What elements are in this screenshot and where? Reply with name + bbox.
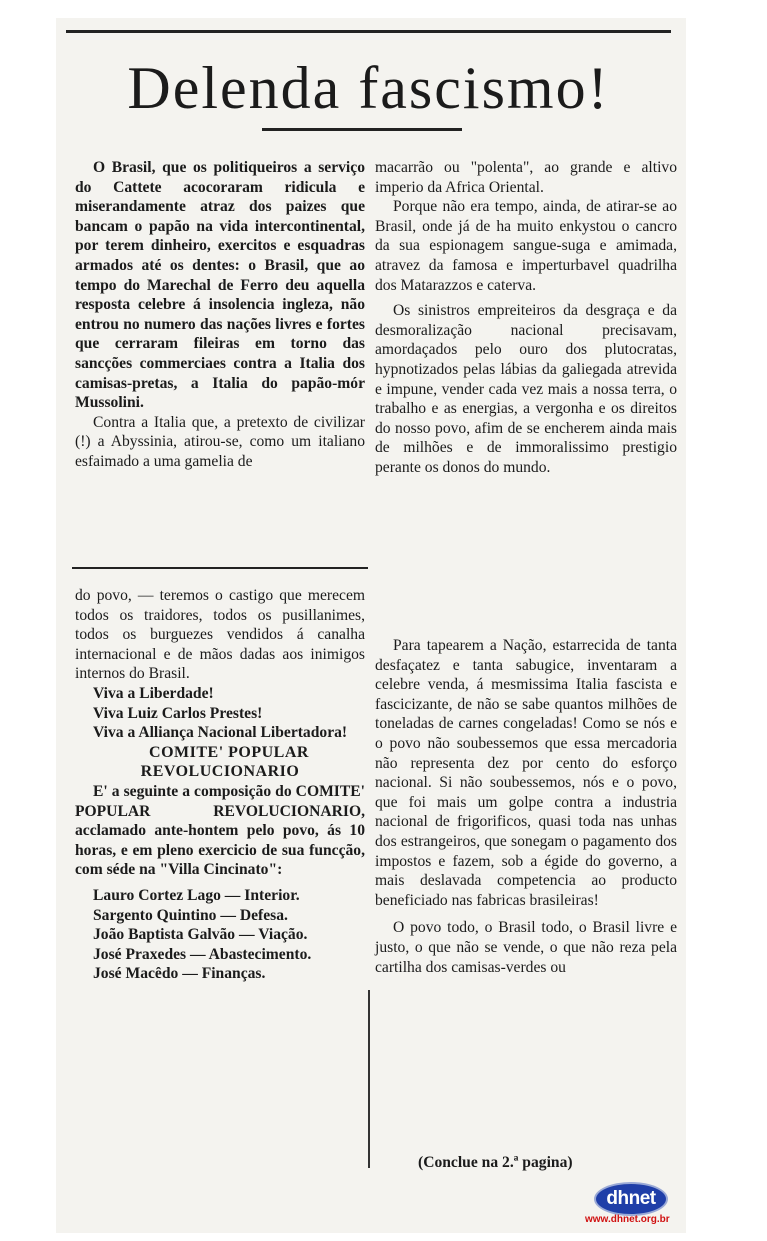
column-right-bottom bbox=[375, 636, 677, 977]
vertical-rule bbox=[368, 990, 370, 1168]
column-right-top bbox=[375, 158, 677, 478]
cheer-line: Viva a Alliança Nacional Libertadora! bbox=[93, 724, 348, 742]
dhnet-logo[interactable]: dhnet bbox=[594, 1182, 668, 1216]
member-line: Lauro Cortez Lago — Interior. bbox=[93, 886, 300, 904]
member-line: José Macêdo — Finanças. bbox=[93, 965, 266, 983]
paragraph: macarrão ou "polenta", ao grande e altivo imperio da Africa Oriental. bbox=[375, 159, 677, 196]
column-left-bottom bbox=[75, 586, 365, 984]
headline: Delenda fascismo! bbox=[127, 55, 610, 121]
cheer-line: Viva Luiz Carlos Prestes! bbox=[93, 704, 263, 722]
paragraph: Porque não era tempo, ainda, de atirar-se ao Brasil, onde já de ha muito enkystou o cancro da sua espionagem sangue-suga e amimada, atravez da famosa e imperturbavel quadrilha dos Matarazzos e caterva. bbox=[375, 198, 677, 294]
paragraph: Os sinistros empreiteiros da desgraça e da desmoralização nacional precisavam, amordaçados pelo ouro dos plutocratas, hypnotizados pelas lábias da galiegada atrevida e impune, vender cada vez mais a nossa terra, o trabalho e as energias, a vergonha e os direitos do nosso povo, afim de se encherem ainda mais de milhões e de immoralissimo prestigio perante os donos do mundo. bbox=[375, 302, 677, 476]
paragraph: Para tapearem a Nação, estarrecida de tanta desfaçatez e tanta sabugice, inventaram a celebre venda, á mesmissima Italia fascista e fascicizante, de não se sabe quantos milhões de toneladas de carnes congeladas! Como se nós e o povo não soubessemos que essa mercadoria não representa dez por cento do esforço nacional. Si não soubessemos, nós e o povo, que foi mais um golpe contra a industria nacional de frigorificos, quasi toda nas unhas dos estrangeiros, que sonegam o pagamento dos impostos e fazem, sob a égide do governo, a mais deslavada competencia ao producto beneficiado nas fabricas brasileiras! bbox=[375, 637, 677, 909]
announcement-paragraph: E' a seguinte a composição do COMITE' POPULAR REVOLUCIONARIO, acclamado ante-hontem pelo povo, ás 10 horas, e em pleno exercicio de sua funcção, com séde na "Villa Cincinato": bbox=[75, 782, 365, 879]
paragraph: O Brasil, que os politiqueiros a serviço do Cattete acocoraram ridicula e miserandamente atraz dos paizes que bancam o papão na vida intercontinental, por terem dinheiro, exercitos e esquadras armados até os dentes: o Brasil, que ao tempo do Marechal de Ferro deu aquella resposta celebre á insolencia ingleza, não entrou no numero das nações livres e fortes que cerraram fileiras em torno das sancções commerciaes contra a Italia dos camisas-pretas, a Italia do papão-mór Mussolini. bbox=[75, 159, 365, 412]
headline-rule bbox=[262, 128, 462, 131]
member-line: Sargento Quintino — Defesa. bbox=[93, 906, 288, 924]
cheer-line: Viva a Liberdade! bbox=[93, 684, 214, 702]
member-line: José Praxedes — Abastecimento. bbox=[93, 945, 312, 963]
column-divider bbox=[72, 567, 368, 569]
top-rule bbox=[66, 30, 671, 33]
paragraph: Contra a Italia que, a pretexto de civilizar (!) a Abyssinia, atirou-se, como um italiano esfaimado a uma gamelia de bbox=[75, 413, 365, 470]
member-line: João Baptista Galvão — Viação. bbox=[93, 926, 308, 944]
section-title: COMITE' POPULAR REVOLUCIONARIO bbox=[140, 743, 309, 781]
paragraph: do povo, — teremos o castigo que merecem todos os traidores, todos os pusillanimes, todos os burguezes vendidos á canalha internacional e de mãos dadas aos inimigos internos do Brasil. bbox=[75, 587, 365, 683]
logo-url[interactable]: www.dhnet.org.br bbox=[585, 1214, 670, 1225]
paragraph: O povo todo, o Brasil todo, o Brasil livre e justo, o que não se vende, o que não reza pela cartilha dos camisas-verdes ou bbox=[375, 919, 677, 976]
column-left-top bbox=[75, 158, 365, 472]
continuation-note: (Conclue na 2.ª pagina) bbox=[418, 1154, 573, 1171]
